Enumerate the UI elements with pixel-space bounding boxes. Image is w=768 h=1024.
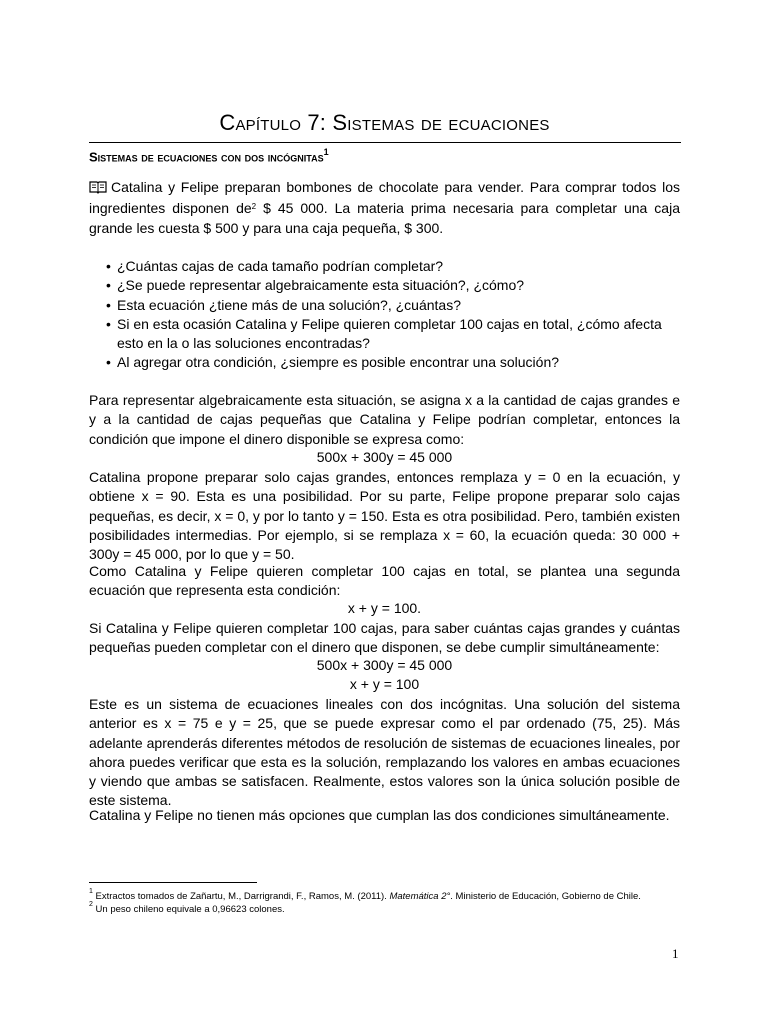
footnote-text: . Ministerio de Educación, Gobierno de Chile.	[450, 891, 641, 903]
intro-text-b: $ 45 000. La materia prima necesaria para completar una caja grande les cuesta $ 500 y para una caja pequeña, $ 300.	[89, 200, 680, 236]
equation-3: 500x + 300y = 45 000	[316, 657, 453, 673]
equation-1: 500x + 300y = 45 000	[316, 449, 453, 465]
equation-4: x + y = 100	[349, 676, 420, 692]
section-heading-text: Sistemas de ecuaciones con dos incógnitas	[89, 149, 324, 165]
paragraph-1: Para representar algebraicamente esta situación, se asigna x a la cantidad de cajas grandes e y a la cantidad de cajas pequeñas que Catalina y Felipe podrían completar, entonces la condición que impone el dinero disponible se expresa como:	[89, 392, 680, 447]
footnote-ref-2: 2	[251, 202, 257, 212]
list-item: • ¿Cuántas cajas de cada tamaño podrían completar?	[89, 257, 680, 276]
book-icon	[89, 180, 107, 199]
chapter-title: Capítulo 7: Sistemas de ecuaciones	[219, 110, 550, 135]
footnote-mark: 1	[89, 888, 93, 895]
paragraph-4: Si Catalina y Felipe quieren completar 100 cajas, para saber cuántas cajas grandes y cuántas pequeñas pueden completar con el dinero que disponen, se debe cumplir simultáneamente:	[89, 620, 680, 656]
question-list	[89, 257, 680, 373]
footnote-separator	[89, 882, 257, 883]
page-number: 1	[672, 946, 679, 961]
list-item: • Si en esta ocasión Catalina y Felipe quieren completar 100 cajas en total, ¿cómo afecta esto en la o las soluciones encontradas?	[89, 315, 680, 354]
intro-paragraph	[89, 178, 680, 238]
list-item: • ¿Se puede representar algebraicamente esta situación?, ¿cómo?	[89, 276, 680, 295]
footnote-text: Extractos tomados de Zañartu, M., Darrigrandi, F., Ramos, M. (2011).	[92, 891, 390, 903]
footnote-2	[89, 901, 689, 916]
title-underline	[89, 142, 681, 143]
paragraph-2: Catalina propone preparar solo cajas grandes, entonces remplaza y = 0 en la ecuación, y obtiene x = 90. Esta es una posibilidad. Por su parte, Felipe propone preparar solo cajas pequeñas, es decir, x = 0, y por lo tanto y = 150. Esta es otra posibilidad. Pero, también existen posibilidades intermedias. Por ejemplo, si se remplaza x = 60, la ecuación queda: 30 000 + 300y = 45 000, por lo que y = 50.	[89, 469, 680, 563]
paragraph-6: Catalina y Felipe no tienen más opciones que cumplan las dos condiciones simultáneamente.	[89, 807, 670, 823]
equation-2: x + y = 100.	[347, 600, 422, 616]
paragraph-3: Como Catalina y Felipe quieren completar 100 cajas en total, se plantea una segunda ecuación que representa esta condición:	[89, 563, 680, 599]
intro-text-a: Catalina y Felipe preparan bombones de chocolate para vender. Para comprar todos los ingredientes disponen de	[89, 179, 680, 217]
list-item: • Esta ecuación ¿tiene más de una solución?, ¿cuántas?	[89, 296, 680, 315]
paragraph-5: Este es un sistema de ecuaciones lineales con dos incógnitas. Una solución del sistema anterior es x = 75 e y = 25, que se puede expresar como el par ordenado (75, 25). Más adelante aprenderás diferentes métodos de resolución de sistemas de ecuaciones lineales, por ahora puedes verificar que esta es la solución, remplazando los valores en ambas ecuaciones y viendo que ambas se satisfacen. Realmente, estos valores son la única solución posible de este sistema.	[89, 696, 680, 809]
footnote-title: Matemática 2°	[389, 891, 451, 903]
footnote-mark: 2	[89, 901, 93, 908]
list-item: • Al agregar otra condición, ¿siempre es posible encontrar una solución?	[89, 353, 680, 372]
section-heading	[89, 148, 329, 164]
footnote-ref-1: 1	[323, 147, 329, 157]
footnote-text: Un peso chileno equivale a 0,96623 colones.	[92, 904, 285, 916]
